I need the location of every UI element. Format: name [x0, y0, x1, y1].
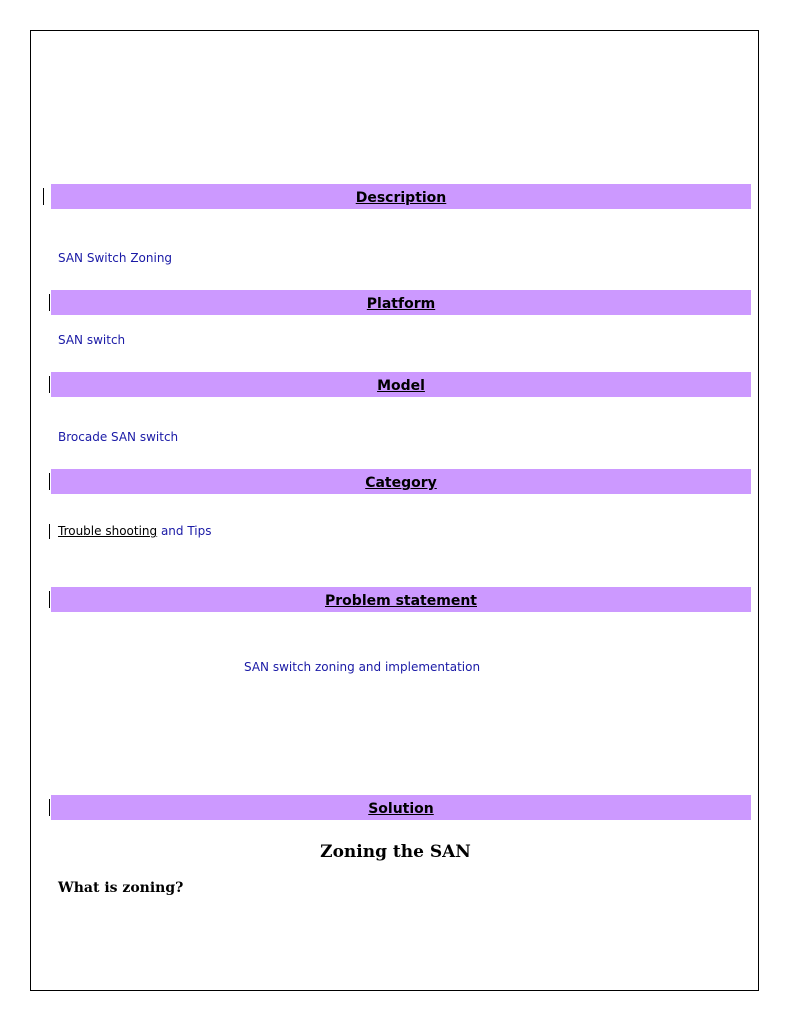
model-heading: Model [377, 378, 425, 394]
solution-question: What is zoning? [58, 880, 184, 896]
text-cursor-mark [49, 524, 50, 539]
platform-heading: Platform [366, 296, 436, 312]
description-heading-bar [51, 184, 751, 209]
text-cursor-mark [49, 294, 50, 311]
model-heading-bar [51, 372, 751, 397]
text-cursor-mark [49, 799, 50, 816]
category-heading: Category [365, 475, 437, 491]
category-text [58, 524, 212, 538]
problem-heading-bar [51, 587, 751, 612]
category-heading-bar [51, 469, 751, 494]
solution-title: Zoning the SAN [320, 842, 471, 862]
text-cursor-mark [49, 591, 50, 608]
platform-heading-bar [51, 290, 751, 315]
description-heading: Description [355, 190, 447, 206]
trouble-shooting-link[interactable]: Trouble shooting [58, 524, 158, 538]
text-cursor-mark [49, 473, 50, 490]
solution-heading-bar [51, 795, 751, 820]
problem-text: SAN switch zoning and implementation [244, 660, 481, 674]
solution-heading: Solution [368, 801, 434, 817]
text-cursor-mark [49, 376, 50, 393]
description-text: SAN Switch Zoning [58, 251, 173, 265]
problem-heading: Problem statement [325, 593, 477, 609]
model-text: Brocade SAN switch [58, 430, 179, 444]
platform-text: SAN switch [58, 333, 126, 347]
category-text-rest: and Tips [157, 524, 212, 538]
text-cursor-mark [43, 188, 44, 205]
